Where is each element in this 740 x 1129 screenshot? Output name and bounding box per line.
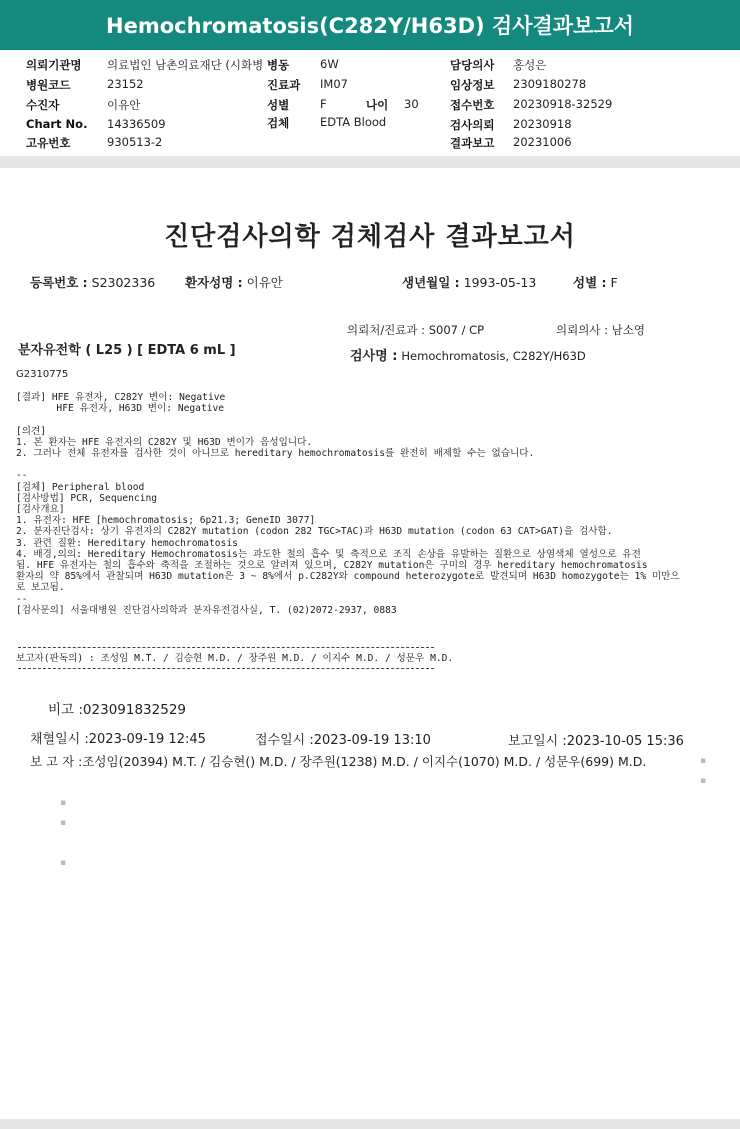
clinical-value: 2309180278: [513, 77, 587, 91]
report-line: 3. 관련 질환: Hereditary hemochromatosis: [16, 537, 238, 549]
request-value: 20230918: [513, 117, 572, 131]
report-line: HFE 유전자, H63D 변이: Negative: [16, 403, 225, 415]
report-line: 1. 본 환자는 HFE 유전자의 C282Y 및 H63D 변이가 음성입니다.: [16, 436, 313, 448]
report-line: 됨. HFE 유전자는 철의 흡수와 축적을 조절하는 것으로 알려져 있으며, C282Y mutation은 구미의 경우 hereditary hemochromatosis: [16, 560, 648, 572]
referring-physician: 의뢰의사 : 남소영: [556, 323, 645, 337]
report-line: [의견]: [16, 425, 47, 437]
bleed-through-mark: ▪: [700, 756, 707, 766]
bottom-bar: [0, 1119, 740, 1129]
report-line: 2. 분자진단검사: 상기 유전자의 C282Y mutation (codon 282 TGC>TAC)과 H63D mutation (codon 63 CAT>GAT)을 검사함.: [16, 526, 613, 538]
id-label: 고유번호: [26, 136, 71, 150]
report-title: 진단검사의학 검체검사 결과보고서: [164, 222, 576, 252]
id-value: 930513-2: [107, 135, 163, 149]
bleed-through-mark: ▪: [60, 798, 67, 808]
report-line: [검사문의] 서울대병원 진단검사의학과 분자유전검사실, T. (02)2072-2937, 0883: [16, 604, 397, 616]
banner-title: Hemochromatosis(C282Y/H63D) 검사결과보고서: [106, 14, 634, 38]
clinical-label: 임상정보: [450, 78, 495, 92]
receipt-time: 접수일시 :2023-09-19 13:10: [255, 733, 431, 748]
bleed-through-mark: ▪: [60, 818, 67, 828]
sex-value: F: [320, 97, 327, 111]
chart-value: 14336509: [107, 117, 166, 131]
request-label: 검사의뢰: [450, 118, 495, 132]
report-banner: [0, 0, 740, 50]
specimen-label: 검체: [267, 116, 290, 130]
scanned-report: [0, 168, 740, 1119]
receipt-label: 접수번호: [450, 98, 495, 112]
reg-no: 등록번호 : S2302336: [30, 275, 156, 290]
reporters-line: 보고자(판독의) : 조성임 M.T. / 김승현 M.D. / 장주원 M.D. / 이지수 M.D. / 성문우 M.D.: [16, 653, 454, 664]
report-line: [검사개요]: [16, 504, 65, 516]
report-line: 4. 배경,의의: Hereditary Hemochromatosis는 과도한 철의 흡수 및 축적으로 조직 손상을 유발하는 질환으로 상염색체 열성으로 유전: [16, 548, 641, 560]
section-separator: [0, 156, 740, 168]
code-value: 23152: [107, 77, 144, 91]
dept-label: 진료과: [267, 78, 301, 92]
report-line: 환자의 약 85%에서 관찰되며 H63D mutation은 3 ~ 8%에서 p.C282Y와 compound heterozygote로 발견되며 H63D homozygote는 1% 미만으: [16, 571, 680, 583]
report-line: [검체] Peripheral blood: [16, 481, 145, 493]
age-value: 30: [404, 97, 419, 111]
section-title: 분자유전학 ( L25 ) [ EDTA 6 mL ]: [18, 343, 236, 358]
referrer: 의뢰처/진료과 : S007 / CP: [347, 323, 485, 337]
report-line: [16, 414, 680, 425]
patient-label: 수진자: [26, 98, 60, 112]
patient-value: 이유안: [107, 98, 141, 112]
report-line: --: [16, 593, 28, 605]
report-line: [검사방법] PCR, Sequencing: [16, 492, 158, 504]
ward-label: 병동: [267, 58, 290, 72]
dept-value: IM07: [320, 77, 348, 91]
collection-time: 채혈일시 :2023-09-19 12:45: [30, 732, 206, 747]
report-line: [결과] HFE 유전자, C282Y 변이: Negative: [16, 392, 226, 403]
note: 비고 :023091832529: [48, 702, 186, 718]
report-time: 보고일시 :2023-10-05 15:36: [508, 734, 684, 749]
report-line: 로 보고됨.: [16, 582, 65, 594]
report-line: [16, 459, 680, 470]
report-sex: 성별 : F: [573, 275, 618, 290]
reporter-list: 보 고 자 :조성임(20394) M.T. / 김승현() M.D. / 장주원(1238) M.D. / 이지수(1070) M.D. / 성문우(699) M.D.: [30, 754, 647, 769]
request-info-panel: [0, 50, 740, 156]
bleed-through-mark: ▪: [60, 858, 67, 868]
sex-label: 성별: [267, 98, 290, 112]
test-name: 검사명 : Hemochromatosis, C282Y/H63D: [350, 349, 586, 364]
patient-name: 환자성명 : 이유안: [185, 275, 283, 290]
report-body: [16, 392, 680, 616]
ward-value: 6W: [320, 57, 339, 71]
divider: [18, 647, 434, 648]
org-value: 의료법인 남촌의료재단 (시화병: [107, 58, 264, 72]
age-label: 나이: [366, 98, 389, 112]
report-line: --: [16, 470, 28, 482]
doctor-label: 담당의사: [450, 58, 495, 72]
chart-label: Chart No.: [26, 117, 88, 131]
doctor-value: 홍성은: [513, 58, 547, 72]
org-label: 의뢰기관명: [26, 58, 82, 72]
bleed-through-mark: ▪: [700, 776, 707, 786]
result-label: 결과보고: [450, 136, 495, 150]
specimen-value: EDTA Blood: [320, 115, 387, 129]
report-line: 1. 유전자: HFE [hemochromatosis; 6p21.3; GeneID 3077]: [16, 515, 316, 527]
report-line: 2. 그러나 전체 유전자를 검사한 것이 아니므로 hereditary hemochromatosis를 완전히 배제할 수는 없습니다.: [16, 448, 535, 460]
result-value: 20231006: [513, 135, 572, 149]
code-label: 병원코드: [26, 78, 71, 92]
receipt-value: 20230918-32529: [513, 97, 613, 111]
divider: [18, 668, 434, 669]
birth-date: 생년월일 : 1993-05-13: [402, 275, 537, 290]
specimen-number: G2310775: [16, 369, 69, 380]
